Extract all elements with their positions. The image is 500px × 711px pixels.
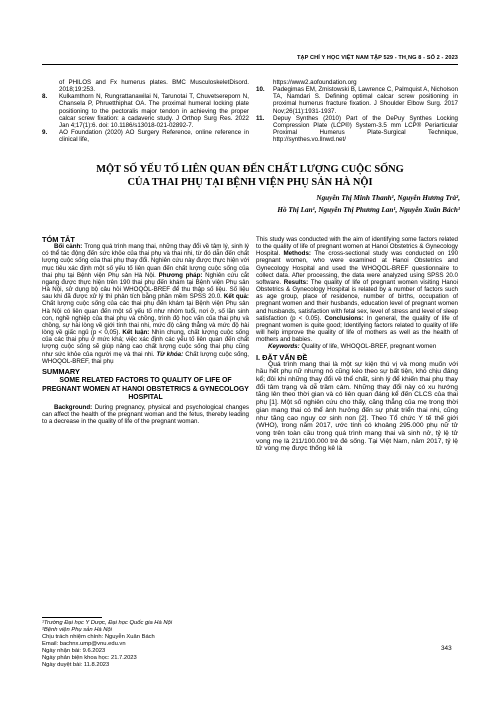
header-rule [42, 64, 458, 65]
reference-text: AO Foundation (2020) AO Surgery Reference, online reference in clinical life, [59, 129, 249, 144]
label-conclusion: Kết luận: [122, 329, 152, 337]
authors-line-1: Nguyễn Thị Minh Thanh¹, Nguyễn Hương Trà², [316, 194, 460, 202]
label-conclusions-en: Conclusions: [324, 314, 367, 322]
reference-number: 10. [256, 86, 265, 94]
summary-results: The quality of life of pregnant women visiting Hanoi Obstetrics & Gynecology Hospital is related by a number of factors such as age group, place of residence, number of births, occupation of pregnant women and their husbands, education level of pregnant women and husbands, satisfaction with fetal sex, level of stress and level of sleep satisfaction (p < 0.05). [256, 278, 459, 322]
abstract-methods: Nghiên cứu cắt ngang được thực hiện trên 190 thai phụ đến khám tại Bệnh viện Phụ sản Hà Nội, sử dụng bộ câu hỏi WHOQOL-BREF để thu thập số liệu. Số liệu sau khi đã được xử lý thì phân tích bằng phần mềm SPSS 20.0. [42, 271, 249, 301]
abstract-background: Trong quá trình mang thai, những thay đổi về tâm lý, sinh lý có thể tác động đến sức khỏe của thai phụ và thai nhi, từ đó dẫn đến chất lượng cuộc sống của thai phụ thay đổi. Nghiên cứu này được thực hiện với mục tiêu xác định một số yếu tố liên quan đến chất lượng cuộc sống của thai phụ tại Bệnh viện Phụ sản Hà Nội. [42, 243, 249, 279]
article-title-line-1: MỘT SỐ YẾU TỐ LIÊN QUAN ĐẾN CHẤT LƯỢNG CUỘC SỐNG [96, 164, 404, 175]
label-results: Kết quả: [223, 293, 249, 301]
reference-item-11 [256, 115, 458, 144]
intro-paragraph: Quá trình mang thai là một sự kiện thú vị và mong muốn với hầu hết phụ nữ nhưng nó cũng kéo theo sự bất tiện, khó chịu đáng kể; đôi khi những thay đổi về thể chất, sinh lý để khiến thai phụ thay đổi tâm trạng và dễ trầm cảm. Những thay đổi này có xu hướng tăng lên theo thời gian và có liên quan đáng kể đến CLCS của thai phụ [1]. Một số nghiên cứu cho thấy, căng thẳng của mẹ trong thời gian mang thai có thể ảnh hưởng đến sự phát triển thai nhi, cũng như tăng cao nguy cơ sinh non [2]. Theo Tổ chức Y tế thế giới (WHO), trong năm 2017, ước tính có khoảng 295.000 phụ nữ tử vong trên toàn cầu trong quá trình mang thai và sinh nở, tỷ lệ tử vong mẹ là 211/100.000 trẻ đẻ sống. Tại Việt Nam, năm 2017, tỷ lệ tử vong mẹ được thống kê là [256, 360, 458, 453]
article-title [42, 163, 458, 189]
summary-heading: SUMMARY [42, 366, 80, 376]
label-background-en: Background: [54, 403, 95, 411]
reference-text: Depuy Synthes (2010) Part of the DePuy Synthes Locking Compression Plate (LCP®) System-3.5 mm LCP® Periarticular Proximal Humerus Plate-Surgical Technique, http://synthes.vo.llnwd.net/ [273, 114, 458, 144]
date-received: Ngày nhận bài: 9.6.2023 [42, 648, 106, 654]
intro-heading: I. ĐẶT VẤN ĐỀ [256, 352, 308, 362]
label-background: Bối cảnh: [54, 243, 85, 251]
reference-continuation [256, 79, 458, 86]
affiliation-2: ²Bệnh viện Phụ sản Hà Nội [42, 627, 112, 633]
reference-number: 9. [42, 129, 48, 137]
summary-title: SOME RELATED FACTORS TO QUALITY OF LIFE OF PREGNANT WOMEN AT HANOI OBSTETRICS & GYNECOLOGY HOSPITAL [42, 376, 249, 402]
abstract-vietnamese [42, 236, 249, 425]
footnote-rule [42, 617, 102, 618]
corresponding-author: Chịu trách nhiệm chính: Nguyễn Xuân Bách [42, 634, 155, 640]
reference-text: Kulkamthorn N, Rungrattanawilai N, Tarunotai T, Chuvetsereporn N, Chansela P, Phruetthiphat OA. The proximal humeral locking plate positioning to the pectoralis major tendon in achieving the proper calcar screw fixation: a cadaveric study. J Orthop Surg Res. 2022 Jan 4;17(1):6. doi: 10.1186/s13018-021-02892-7. [59, 93, 249, 129]
footnotes [42, 620, 249, 669]
label-results-en: Results: [283, 278, 311, 286]
reference-item-9 [42, 129, 249, 143]
reference-link[interactable]: https://www2.aofoundation.org [273, 79, 357, 86]
reference-text: Padegimas EM, Zmistowski B, Lawrence C, Palmquist A, Nicholson TA, Namdari S. Defining optimal calcar screw positioning in proximal humerus fracture fixation. J Shoulder Elbow Surg. 2017 Nov;26(11):1931-1937. [273, 86, 459, 115]
summary-continued [256, 236, 458, 453]
article-authors [250, 193, 460, 216]
email[interactable]: Email: bachnx.ump@vnu.edu.vn [42, 641, 126, 647]
references-left [42, 79, 249, 143]
reference-continuation: of PHILOS and Fx humerus plates. BMC MusculoskeletDisord. 2018;19:253. [59, 79, 249, 94]
summary-methods: The cross-sectional study was conducted on 190 pregnant women, who were examined at Hanoi Obstetrics and Gynecology Hospital and used the WHOQOL-BREF questionnaire to collect data. After processing, the data were analyzed using SPSS 20.0 software. [256, 250, 459, 286]
intro-body [256, 361, 458, 453]
summary-paragraph [42, 404, 249, 425]
date-reviewed: Ngày phản biện khoa học: 21.7.2023 [42, 655, 137, 661]
abstract-paragraph [42, 243, 249, 365]
date-accepted: Ngày duyệt bài: 11.8.2023 [42, 662, 110, 668]
summary-keywords-line [256, 343, 458, 350]
summary-keywords: Quality of life, WHOQOL-BREF, pregnant women [301, 343, 437, 351]
references-right [256, 79, 458, 143]
page-number: 343 [441, 645, 452, 652]
label-keywords-en: Keywords: [268, 343, 302, 351]
reference-number: 11. [256, 114, 265, 122]
abstract-keywords: Chất lượng cuộc sống, WHOQOL-BREF, thai phụ [42, 350, 250, 365]
summary-background: During pregnancy, physical and psychological changes can affect the health of the pregnant woman and the fetus, thereby leading to a decrease in the quality of life of the pregnant woman. [42, 403, 249, 426]
summary-continuation: This study was conducted with the aim of identifying some factors related to the quality of life of pregnant women at Hanoi Obstetrics & Gynecology Hospital. Methods: The cross-sectional study was conducted on 190 pregnant women, who were examined at Hanoi Obstetrics and Gynecology Hospital and used the WHOQOL-BREF questionnaire to collect data. After processing, the data were analyzed using SPSS 20.0 software. Results: The quality of life of pregnant women visiting Hanoi Obstetrics & Gynecology Hospital is related by a number of factors such as age group, place of residence, number of births, occupation of pregnant women and their husbands, education level of pregnant women and husbands, satisfaction with fetal sex, level of stress and level of sleep satisfaction (p < 0.05). Conclusions: In general, the quality of life of pregnant women is quite good; Identifying factors related to quality of life will help improve the quality of life of mothers as well as the health of mothers and babies. [256, 236, 459, 344]
summary-conclusions: In general, the quality of life of pregnant women is quite good; Identifying factors related to quality of life will help improve the quality of life of mothers as well as the health of mothers and babies. [256, 314, 458, 344]
label-keywords: Từ khóa: [156, 350, 186, 358]
affiliation-1: ¹Trường Đại học Y Dược, Đại học Quốc gia Hà Nội [42, 620, 173, 626]
abstract-results: Chất lượng cuộc sống của các thai phụ đến khám tại Bệnh viện Phụ sản Hà Nội có liên quan đến một số yếu tố như nhóm tuổi, nơi ở, số lần sinh con, nghề nghiệp của thai phụ và chồng, trình độ học vấn của thai phụ và chồng, sự hài lòng về giới tính thai nhi, mức độ căng thẳng và mức độ hài lòng về giấc ngủ (p < 0,05). [42, 300, 249, 337]
journal-header: TẠP CHÍ Y HỌC VIỆT NAM TẬP 529 - TH¸NG 8 - SỐ 2 - 2023 [296, 55, 458, 61]
reference-item-10 [256, 86, 458, 115]
label-methods: Phương pháp: [158, 271, 206, 279]
reference-item-8 [42, 93, 249, 129]
abstract-heading: TÓM TẮT [42, 235, 75, 244]
article-title-line-2: CỦA THAI PHỤ TẠI BỆNH VIỆN PHỤ SẢN HÀ NỘI [127, 177, 373, 188]
reference-number: 8. [42, 93, 48, 101]
abstract-conclusion: Nhìn chung, chất lượng cuộc sống của các thai phụ ở mức khá; việc xác định các yếu tố liên quan đến chất lượng cuộc sống sẽ giúp nâng cao chất lượng cuộc sống thai phụ cũng như sức khỏe của người mẹ và thai nhi. [42, 329, 249, 358]
label-methods-en: Methods: [283, 250, 315, 258]
authors-line-2: Hồ Thị Lan¹, Nguyễn Thị Phương Lan¹, Nguyễn Xuân Bách¹ [277, 205, 460, 214]
